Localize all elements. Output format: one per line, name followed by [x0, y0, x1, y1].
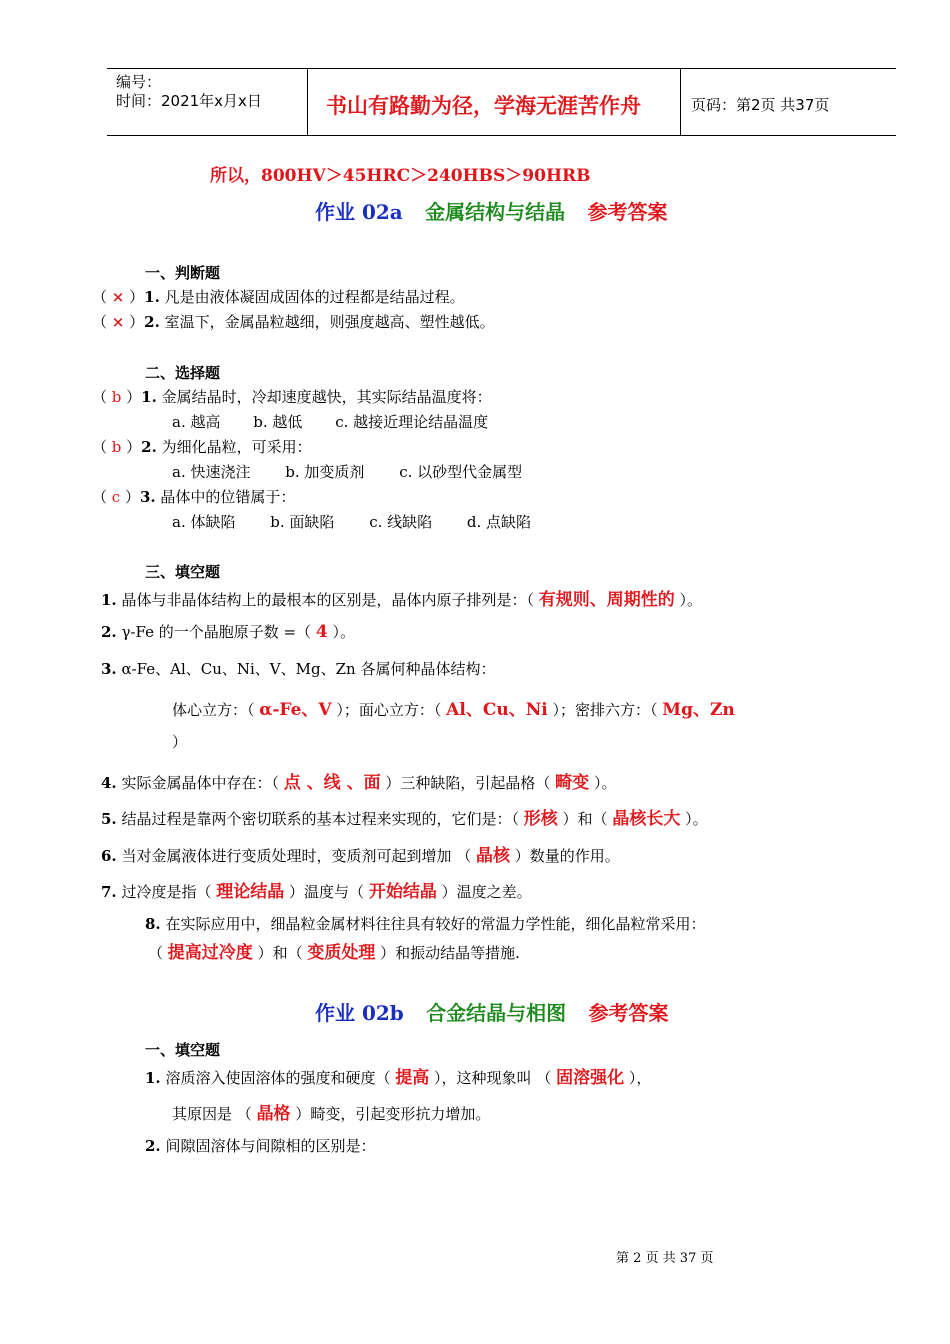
- choice-answer-2: b: [111, 438, 122, 456]
- hw02b-q1: [145, 1063, 651, 1088]
- fill-q5-answer-1: 形核: [523, 809, 558, 829]
- fill-q3-pre: α-Fe、Al、Cu、Ni、V、Mg、Zn 各属何种晶体结构：: [121, 660, 496, 678]
- fill-q8-mid: ）和（: [257, 944, 303, 962]
- fill-q4-post: ）。: [593, 774, 617, 792]
- hw02b-title-number: 作业 02b: [315, 1001, 404, 1025]
- fill-q3: [101, 658, 495, 679]
- fill-q3-fcc-label: ）；面心立方：（: [336, 701, 442, 719]
- fill-q3-answer-bcc: α-Fe、V: [259, 700, 332, 720]
- choice-item-1: （ b ）1. 金属结晶时，冷却速度越快，其实际结晶温度将：: [92, 388, 492, 406]
- fill-q5-answer-2: 晶核长大: [612, 809, 681, 829]
- choice-num-1: 1.: [141, 388, 157, 406]
- choice-3-option-a: a. 体缺陷: [172, 513, 236, 531]
- fill-q6-pre: 当对金属液体进行变质处理时，变质剂可起到增加 （: [121, 847, 472, 865]
- hw02b-q1-l2-pre: 其原因是 （: [172, 1105, 252, 1123]
- choice-1-option-c: c. 越接近理论结晶温度: [335, 413, 489, 431]
- hw02a-title-answer: 参考答案: [587, 200, 668, 224]
- sec1-title: 一、判断题: [145, 264, 221, 282]
- header-motto: 书山有路勤为径，学海无涯苦作舟: [326, 94, 641, 118]
- choice-answer-1: b: [111, 388, 122, 406]
- fill-q3-bcc-label: 体心立方：（: [172, 701, 255, 719]
- choice-2-option-c: c. 以砂型代金属型: [399, 463, 523, 481]
- header-page-info: 页码：第2页 共37页: [691, 96, 830, 114]
- fill-q1-post: ）。: [679, 591, 703, 609]
- fill-q3-answer-hcp: Mg、Zn: [662, 700, 735, 720]
- hw02b-q1-answer-1: 提高: [395, 1068, 430, 1088]
- header-time-label: 时间：2021年x月x日: [116, 92, 262, 110]
- hw02b-q2: [145, 1135, 375, 1156]
- fill-q2-pre: γ-Fe 的一个晶胞原子数 =（: [121, 623, 312, 641]
- fill-q7: [101, 877, 532, 902]
- hw02b-title-topic: 合金结晶与相图: [426, 1001, 567, 1025]
- fill-q7-mid: ）温度与（: [289, 883, 365, 901]
- fill-q7-answer-1: 理论结晶: [216, 882, 285, 902]
- fill-q3-answer-fcc: Al、Cu、Ni: [446, 700, 548, 720]
- hw02a-title-topic: 金属结构与结晶: [425, 200, 566, 224]
- hw02b-q2-num: 2.: [145, 1137, 161, 1155]
- hw02a-title-number: 作业 02a: [315, 200, 403, 224]
- hw02b-q1-l2-post: ）畸变，引起变形抗力增加。: [295, 1105, 491, 1123]
- choice-options-1: [172, 411, 488, 432]
- choice-1-option-a: a. 越高: [172, 413, 221, 431]
- fill-q1-pre: 晶体与非晶体结构上的最根本的区别是，晶体内原子排列是：（: [121, 591, 534, 609]
- choice-3-option-d: d. 点缺陷: [466, 513, 532, 531]
- fill-q4-answer-2: 畸变: [555, 773, 590, 793]
- choice-1-option-b: b. 越低: [253, 413, 303, 431]
- hw02b-title-answer: 参考答案: [588, 1001, 669, 1025]
- fill-q6: [101, 841, 620, 866]
- choice-num-3: 3.: [139, 488, 156, 506]
- judge-answer-2: ×: [111, 313, 125, 331]
- sec3-title: 三、填空题: [145, 563, 221, 581]
- fill-q5: [101, 804, 708, 829]
- fill-q5-mid: ）和（: [562, 810, 608, 828]
- header-divider-2: [680, 68, 681, 136]
- fill-q2-post: ）。: [332, 623, 355, 641]
- fill-q7-num: 7.: [101, 883, 117, 901]
- choice-3-option-b: b. 面缺陷: [270, 513, 335, 531]
- fill-q5-post: ）。: [685, 810, 708, 828]
- conclusion-line: 所以，800HV＞45HRC＞240HBS＞90HRB: [210, 166, 591, 186]
- fill-q1-answer: 有规则、周期性的: [538, 590, 675, 610]
- header-bottom-border: [107, 135, 896, 136]
- hw02a-title: [315, 196, 667, 225]
- fill-q3-num: 3.: [101, 660, 117, 678]
- fill-q8-post: ）和振动结晶等措施.: [380, 944, 520, 962]
- fill-q8-answer-2: 变质处理: [307, 943, 376, 963]
- hw02b-sec1-title: 一、填空题: [145, 1041, 221, 1059]
- fill-q6-answer: 晶核: [476, 846, 511, 866]
- fill-q3-line3: ）: [172, 733, 188, 751]
- hw02b-q1-answer-3: 晶格: [256, 1104, 291, 1124]
- fill-q2-num: 2.: [101, 623, 117, 641]
- header-number-label: 编号：: [116, 73, 162, 91]
- judge-num-1: 1.: [144, 288, 160, 306]
- choice-text-2: 为细化晶粒，可采用：: [161, 438, 312, 456]
- fill-q8-line2: [148, 938, 520, 963]
- fill-q8-answer-1: 提高过冷度: [167, 943, 253, 963]
- hw02b-title: [315, 997, 669, 1026]
- fill-q3-hcp-label: ）；密排六方：（: [552, 701, 658, 719]
- hw02b-q1-pre: 溶质溶入使固溶体的强度和硬度（: [165, 1069, 391, 1087]
- choice-3-option-c: c. 线缺陷: [369, 513, 433, 531]
- sec2-title: 二、选择题: [145, 364, 221, 382]
- fill-q5-num: 5.: [101, 810, 117, 828]
- fill-q7-post: ）温度之差。: [441, 883, 532, 901]
- judge-item-2: （ × ）2. 室温下，金属晶粒越细，则强度越高、塑性越低。: [92, 313, 495, 331]
- fill-q5-pre: 结晶过程是靠两个密切联系的基本过程来实现的，它们是：（: [121, 810, 519, 828]
- fill-q2: [101, 621, 355, 642]
- hw02b-q2-text: 间隙固溶体与间隙相的区别是：: [165, 1137, 376, 1155]
- hw02b-q1-mid: ），这种现象叫 （: [434, 1069, 552, 1087]
- fill-q8-l2-pre: （: [148, 944, 164, 962]
- fill-q3-line2: [172, 695, 735, 720]
- fill-q4-num: 4.: [101, 774, 117, 792]
- hw02b-q1-answer-2: 固溶强化: [556, 1068, 625, 1088]
- fill-q4: [101, 768, 616, 793]
- hw02b-q1-num: 1.: [145, 1069, 161, 1087]
- fill-q8-num: 8.: [145, 915, 161, 933]
- hw02b-q1-post: ），: [628, 1069, 652, 1087]
- fill-q8: [145, 913, 705, 934]
- choice-item-3: （ c ）3. 晶体中的位错属于：: [92, 488, 296, 506]
- fill-q8-pre: 在实际应用中，细晶粒金属材料往往具有较好的常温力学性能，细化晶粒常采用：: [165, 915, 706, 933]
- page-footer: 第 2 页 共 37 页: [616, 1251, 714, 1266]
- fill-q7-answer-2: 开始结晶: [368, 882, 437, 902]
- fill-q2-answer: 4: [315, 622, 328, 642]
- fill-q6-num: 6.: [101, 847, 117, 865]
- header-top-border: [107, 68, 896, 69]
- judge-answer-1: ×: [111, 288, 125, 306]
- choice-text-3: 晶体中的位错属于：: [160, 488, 296, 506]
- judge-text-1: 凡是由液体凝固成固体的过程都是结晶过程。: [164, 288, 465, 306]
- choice-options-2: [172, 461, 522, 482]
- choice-answer-3: c: [111, 488, 121, 506]
- fill-q4-mid: ）三种缺陷，引起晶格（: [385, 774, 551, 792]
- judge-item-1: （ × ）1. 凡是由液体凝固成固体的过程都是结晶过程。: [92, 288, 465, 306]
- header-divider-1: [307, 68, 308, 136]
- choice-2-option-a: a. 快速浇注: [172, 463, 251, 481]
- judge-num-2: 2.: [144, 313, 160, 331]
- fill-q4-pre: 实际金属晶体中存在：（: [121, 774, 279, 792]
- fill-q1-num: 1.: [101, 591, 117, 609]
- fill-q1: [101, 585, 702, 610]
- fill-q7-pre: 过冷度是指（: [121, 883, 212, 901]
- choice-2-option-b: b. 加变质剂: [285, 463, 365, 481]
- hw02b-q1-line2: [172, 1099, 490, 1124]
- choice-text-1: 金属结晶时，冷却速度越快，其实际结晶温度将：: [161, 388, 492, 406]
- fill-q6-post: ）数量的作用。: [514, 847, 620, 865]
- choice-item-2: （ b ）2. 为细化晶粒，可采用：: [92, 438, 312, 456]
- choice-num-2: 2.: [141, 438, 157, 456]
- choice-options-3: [172, 511, 531, 532]
- fill-q4-answer-1: 点 、线 、面: [283, 773, 381, 793]
- judge-text-2: 室温下，金属晶粒越细，则强度越高、塑性越低。: [164, 313, 495, 331]
